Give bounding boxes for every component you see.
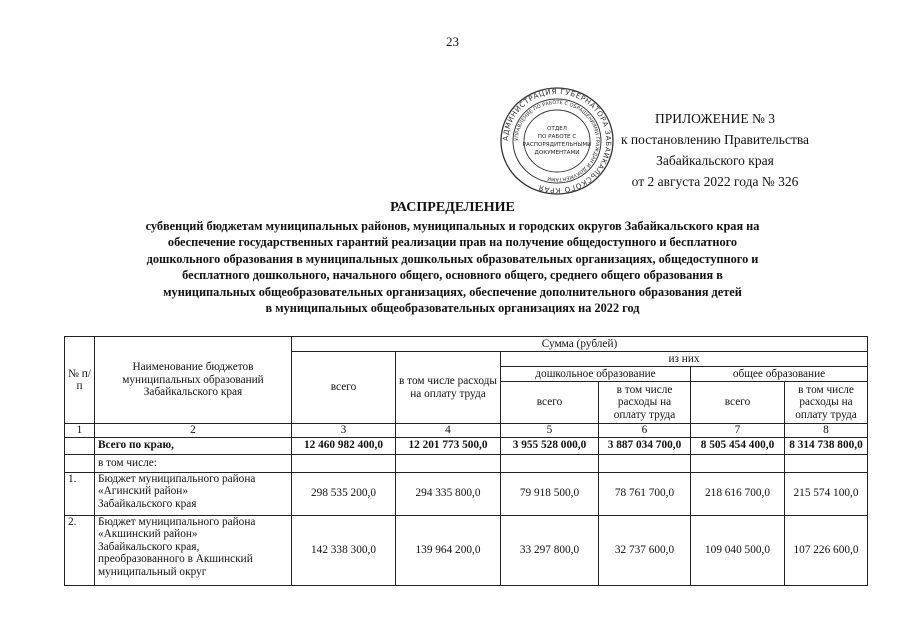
row-name <box>95 515 292 585</box>
header-sum: Сумма (рублей) <box>292 337 868 352</box>
subtitle-line: бесплатного дошкольного, начального общего, основного общего, среднего общего образования в <box>182 268 723 283</box>
header-general-total: всего <box>691 382 785 424</box>
col-number: 3 <box>292 424 396 438</box>
row-value: 109 040 500,0 <box>691 515 785 585</box>
distribution-table <box>64 336 868 586</box>
subtitle-line: субвенций бюджетам муниципальных районов, муниципальных и городских округов Забайкальского края на <box>145 219 760 233</box>
header-of-which: из них <box>501 352 868 367</box>
table-row <box>65 472 868 515</box>
document-subtitle <box>40 218 865 316</box>
header-total: всего <box>292 352 396 424</box>
svg-text:РАСПОРЯДИТЕЛЬНЫМИ: РАСПОРЯДИТЕЛЬНЫМИ <box>522 142 592 148</box>
total-row-num <box>65 437 95 454</box>
row-num: 2. <box>65 515 95 585</box>
header-preschool: дошкольное образование <box>501 367 691 382</box>
total-row-value: 8 314 738 800,0 <box>785 437 868 454</box>
svg-text:АДМИНИСТРАЦИЯ ГУБЕРНАТОРА ЗАБА: АДМИНИСТРАЦИЯ ГУБЕРНАТОРА ЗАБАЙКАЛЬСКОГО КРАЯ <box>500 86 614 196</box>
col-number: 7 <box>691 424 785 438</box>
subtitle-line: обеспечение государственных гарантий реализации прав на получение общедоступного и бесплатного <box>167 235 738 250</box>
appendix-resolution-ref: к постановлению Правительства <box>620 132 810 147</box>
document-title: РАСПРЕДЕЛЕНИЕ <box>390 200 515 215</box>
header-general: общее образование <box>691 367 868 382</box>
appendix-heading: ПРИЛОЖЕНИЕ № 3 <box>654 111 776 126</box>
row-value: 218 616 700,0 <box>691 472 785 515</box>
header-preschool-total: всего <box>501 382 599 424</box>
col-number: 5 <box>501 424 599 438</box>
row-name-line: «Акшинский район» <box>98 528 198 540</box>
header-labor: в том числе расходы на оплату труда <box>396 352 501 424</box>
including-row-num <box>65 454 95 472</box>
total-row-label: Всего по краю, <box>95 437 292 454</box>
row-value: 298 535 200,0 <box>292 472 396 515</box>
appendix-region: Забайкальского края <box>656 153 774 168</box>
header-num: № п/п <box>65 337 95 424</box>
total-row-value: 12 460 982 400,0 <box>292 437 396 454</box>
row-name-line: муниципальный округ <box>98 565 207 578</box>
col-number: 8 <box>785 424 868 438</box>
header-general-labor: в том числе расходы на оплату труда <box>785 382 868 424</box>
header-name: Наименование бюджетов муниципальных образований Забайкальского края <box>95 337 292 424</box>
including-label: в том числе: <box>95 454 292 472</box>
table-row <box>65 515 868 585</box>
total-row-value: 12 201 773 500,0 <box>396 437 501 454</box>
col-number: 6 <box>599 424 691 438</box>
total-row-value: 3 887 034 700,0 <box>599 437 691 454</box>
row-value: 142 338 300,0 <box>292 515 396 585</box>
row-value: 33 297 800,0 <box>501 515 599 585</box>
appendix-date-number: от 2 августа 2022 года № 326 <box>631 174 799 189</box>
row-name <box>95 472 292 515</box>
total-row-value: 3 955 528 000,0 <box>501 437 599 454</box>
row-num: 1. <box>65 472 95 515</box>
row-name-line: Забайкальского края, <box>98 540 200 553</box>
row-value: 78 761 700,0 <box>599 472 691 515</box>
row-value: 294 335 800,0 <box>396 472 501 515</box>
col-number: 4 <box>396 424 501 438</box>
total-row-value: 8 505 454 400,0 <box>691 437 785 454</box>
row-value: 79 918 500,0 <box>501 472 599 515</box>
row-name-line: преобразованного в Акшинский <box>98 553 253 565</box>
svg-text:ДОКУМЕНТАМИ: ДОКУМЕНТАМИ <box>534 150 580 156</box>
svg-text:ОТДЕЛ: ОТДЕЛ <box>547 126 567 132</box>
row-value: 215 574 100,0 <box>785 472 868 515</box>
subtitle-line: дошкольного образования в муниципальных дошкольных образовательных организациях, общедоступного и <box>146 251 759 266</box>
col-number: 2 <box>95 424 292 438</box>
row-name-line: «Агинский район» <box>98 485 188 497</box>
row-name-line: Забайкальского края <box>98 497 197 510</box>
row-value: 139 964 200,0 <box>396 515 501 585</box>
subtitle-line: в муниципальных общеобразовательных организациях на 2022 год <box>265 301 640 316</box>
appendix-block <box>575 108 855 192</box>
subtitle-line: муниципальных общеобразовательных организациях, обеспечение дополнительного образования детей <box>163 284 742 299</box>
col-number: 1 <box>65 424 95 438</box>
row-value: 107 226 600,0 <box>785 515 868 585</box>
header-preschool-labor: в том числе расходы на оплату труда <box>599 382 691 424</box>
row-value: 32 737 600,0 <box>599 515 691 585</box>
row-name-line: Бюджет муниципального района <box>98 515 256 528</box>
svg-text:УПРАВЛЕНИЕ ПО РАБОТЕ С ОБРАЩЕН: УПРАВЛЕНИЕ ПО РАБОТЕ С ОБРАЩЕНИЯМИ ГРАЖДАН И ДОКУМЕНТАМИ <box>513 99 601 183</box>
svg-text:ПО РАБОТЕ С: ПО РАБОТЕ С <box>537 134 577 140</box>
row-name-line: Бюджет муниципального района <box>98 472 256 485</box>
page-number: 23 <box>446 34 459 49</box>
